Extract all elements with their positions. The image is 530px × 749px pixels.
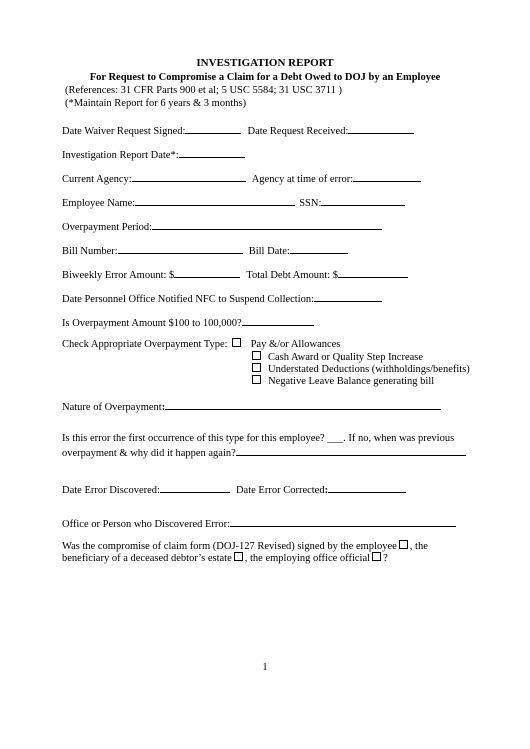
overpayment-type-row-1 [250, 351, 423, 363]
overpayment-period-label: Overpayment Period: [62, 222, 153, 233]
compromise-text-2c: ? [383, 553, 388, 564]
biweekly-error-label: Biweekly Error Amount: $ [62, 270, 175, 281]
overpayment-type-pay: Pay &/or Allowances [250, 339, 341, 350]
bill-date-label: Bill Date: [248, 246, 290, 257]
cash-award-checkbox[interactable] [252, 351, 261, 360]
first-occurrence-line-1: Is this error the first occurrence of this type for this employee? ___. If no, when was previous [62, 433, 455, 444]
nature-row [62, 399, 441, 413]
agency-at-error-field[interactable] [353, 171, 421, 182]
page-subtitle: For Request to Compromise a Claim for a Debt Owed to DOJ by an Employee [89, 72, 441, 83]
compromise-row-2 [62, 552, 388, 564]
overpayment-period-row [62, 219, 382, 233]
date-request-received-label: Date Request Received: [247, 126, 349, 137]
amount-row [62, 267, 408, 281]
compromise-text-2b: , the employing office official [244, 553, 371, 564]
page-number: 1 [262, 662, 268, 673]
compromise-text-1: Was the compromise of claim form (DOJ-127 Revised) signed by the employee [62, 541, 397, 552]
biweekly-error-field[interactable] [174, 267, 240, 278]
date-error-corrected-colon: : [324, 485, 329, 496]
employee-signed-checkbox[interactable] [399, 540, 408, 549]
bill-number-field[interactable] [118, 243, 243, 254]
compromise-text-1b: , the [409, 541, 428, 552]
date-waiver-field[interactable] [185, 123, 241, 134]
office-discovered-field[interactable] [230, 516, 456, 527]
amount-range-label: Is Overpayment Amount $100 to 100,000? [62, 318, 242, 329]
check-type-label: Check Appropriate Overpayment Type: [62, 339, 228, 350]
references-text: (References: 31 CFR Parts 900 et al; 5 USC 5584; 31 USC 3711 ) [65, 85, 342, 96]
overpayment-type-cash-award: Cash Award or Quality Step Increase [268, 352, 424, 363]
overpayment-period-field[interactable] [152, 219, 382, 230]
date-error-corrected-field[interactable] [328, 482, 406, 493]
date-error-corrected-label: Date Error Corrected [235, 485, 325, 496]
total-debt-field[interactable] [338, 267, 408, 278]
pay-allowances-checkbox[interactable] [232, 338, 241, 347]
check-type-row [62, 338, 340, 350]
understated-deductions-checkbox[interactable] [252, 363, 261, 372]
nature-field[interactable] [165, 399, 441, 410]
first-occurrence-field[interactable] [236, 445, 466, 456]
personnel-notified-row [62, 291, 382, 305]
nature-label: Nature of Overpayment [62, 402, 162, 413]
error-dates-row [62, 482, 406, 496]
personnel-notified-label: Date Personnel Office Notified NFC to Suspend Collection: [62, 294, 315, 305]
overpayment-type-leave: Negative Leave Balance generating bill [268, 376, 435, 387]
bill-row [62, 243, 348, 257]
overpayment-type-deductions: Understated Deductions (withholdings/benefits) [268, 364, 470, 375]
compromise-text-2: beneficiary of a deceased debtor’s estate [62, 553, 232, 564]
first-occurrence-line-2: overpayment & why did it happen again? [62, 448, 236, 459]
beneficiary-signed-checkbox[interactable] [234, 552, 243, 561]
investigation-date-label: Investigation Report Date*: [62, 150, 179, 161]
overpayment-type-row-3 [250, 375, 434, 387]
personnel-notified-field[interactable] [314, 291, 382, 302]
negative-leave-checkbox[interactable] [252, 375, 261, 384]
current-agency-field[interactable] [132, 171, 246, 182]
investigation-date-field[interactable] [179, 147, 245, 158]
date-waiver-row [62, 123, 414, 137]
current-agency-label: Current Agency: [62, 174, 132, 185]
overpayment-type-row-2 [250, 363, 470, 375]
amount-range-row [62, 315, 314, 329]
page-title: INVESTIGATION REPORT [196, 57, 334, 69]
bill-number-label: Bill Number: [62, 246, 118, 257]
employee-name-label: Employee Name: [62, 198, 136, 209]
investigation-date-row [62, 147, 245, 161]
date-request-received-field[interactable] [348, 123, 414, 134]
employee-row [62, 195, 405, 209]
amount-range-field[interactable] [242, 315, 314, 326]
ssn-label: SSN: [299, 198, 322, 209]
date-waiver-label: Date Waiver Request Signed: [62, 126, 186, 137]
employee-name-field[interactable] [135, 195, 295, 206]
nature-colon: : [161, 402, 166, 413]
total-debt-label: Total Debt Amount: $ [246, 270, 338, 281]
official-signed-checkbox[interactable] [372, 552, 381, 561]
retention-note: (*Maintain Report for 6 years & 3 months) [65, 98, 247, 109]
agency-row [62, 171, 421, 185]
date-error-discovered-label: Date Error Discovered: [62, 485, 160, 496]
office-discovered-label: Office or Person who Discovered Error: [62, 519, 231, 530]
bill-date-field[interactable] [290, 243, 348, 254]
first-occurrence-row [62, 445, 466, 459]
compromise-row-1 [62, 540, 428, 552]
office-discovered-row [62, 516, 456, 530]
ssn-field[interactable] [321, 195, 405, 206]
date-error-discovered-field[interactable] [160, 482, 230, 493]
agency-at-error-label: Agency at time of error: [251, 174, 354, 185]
